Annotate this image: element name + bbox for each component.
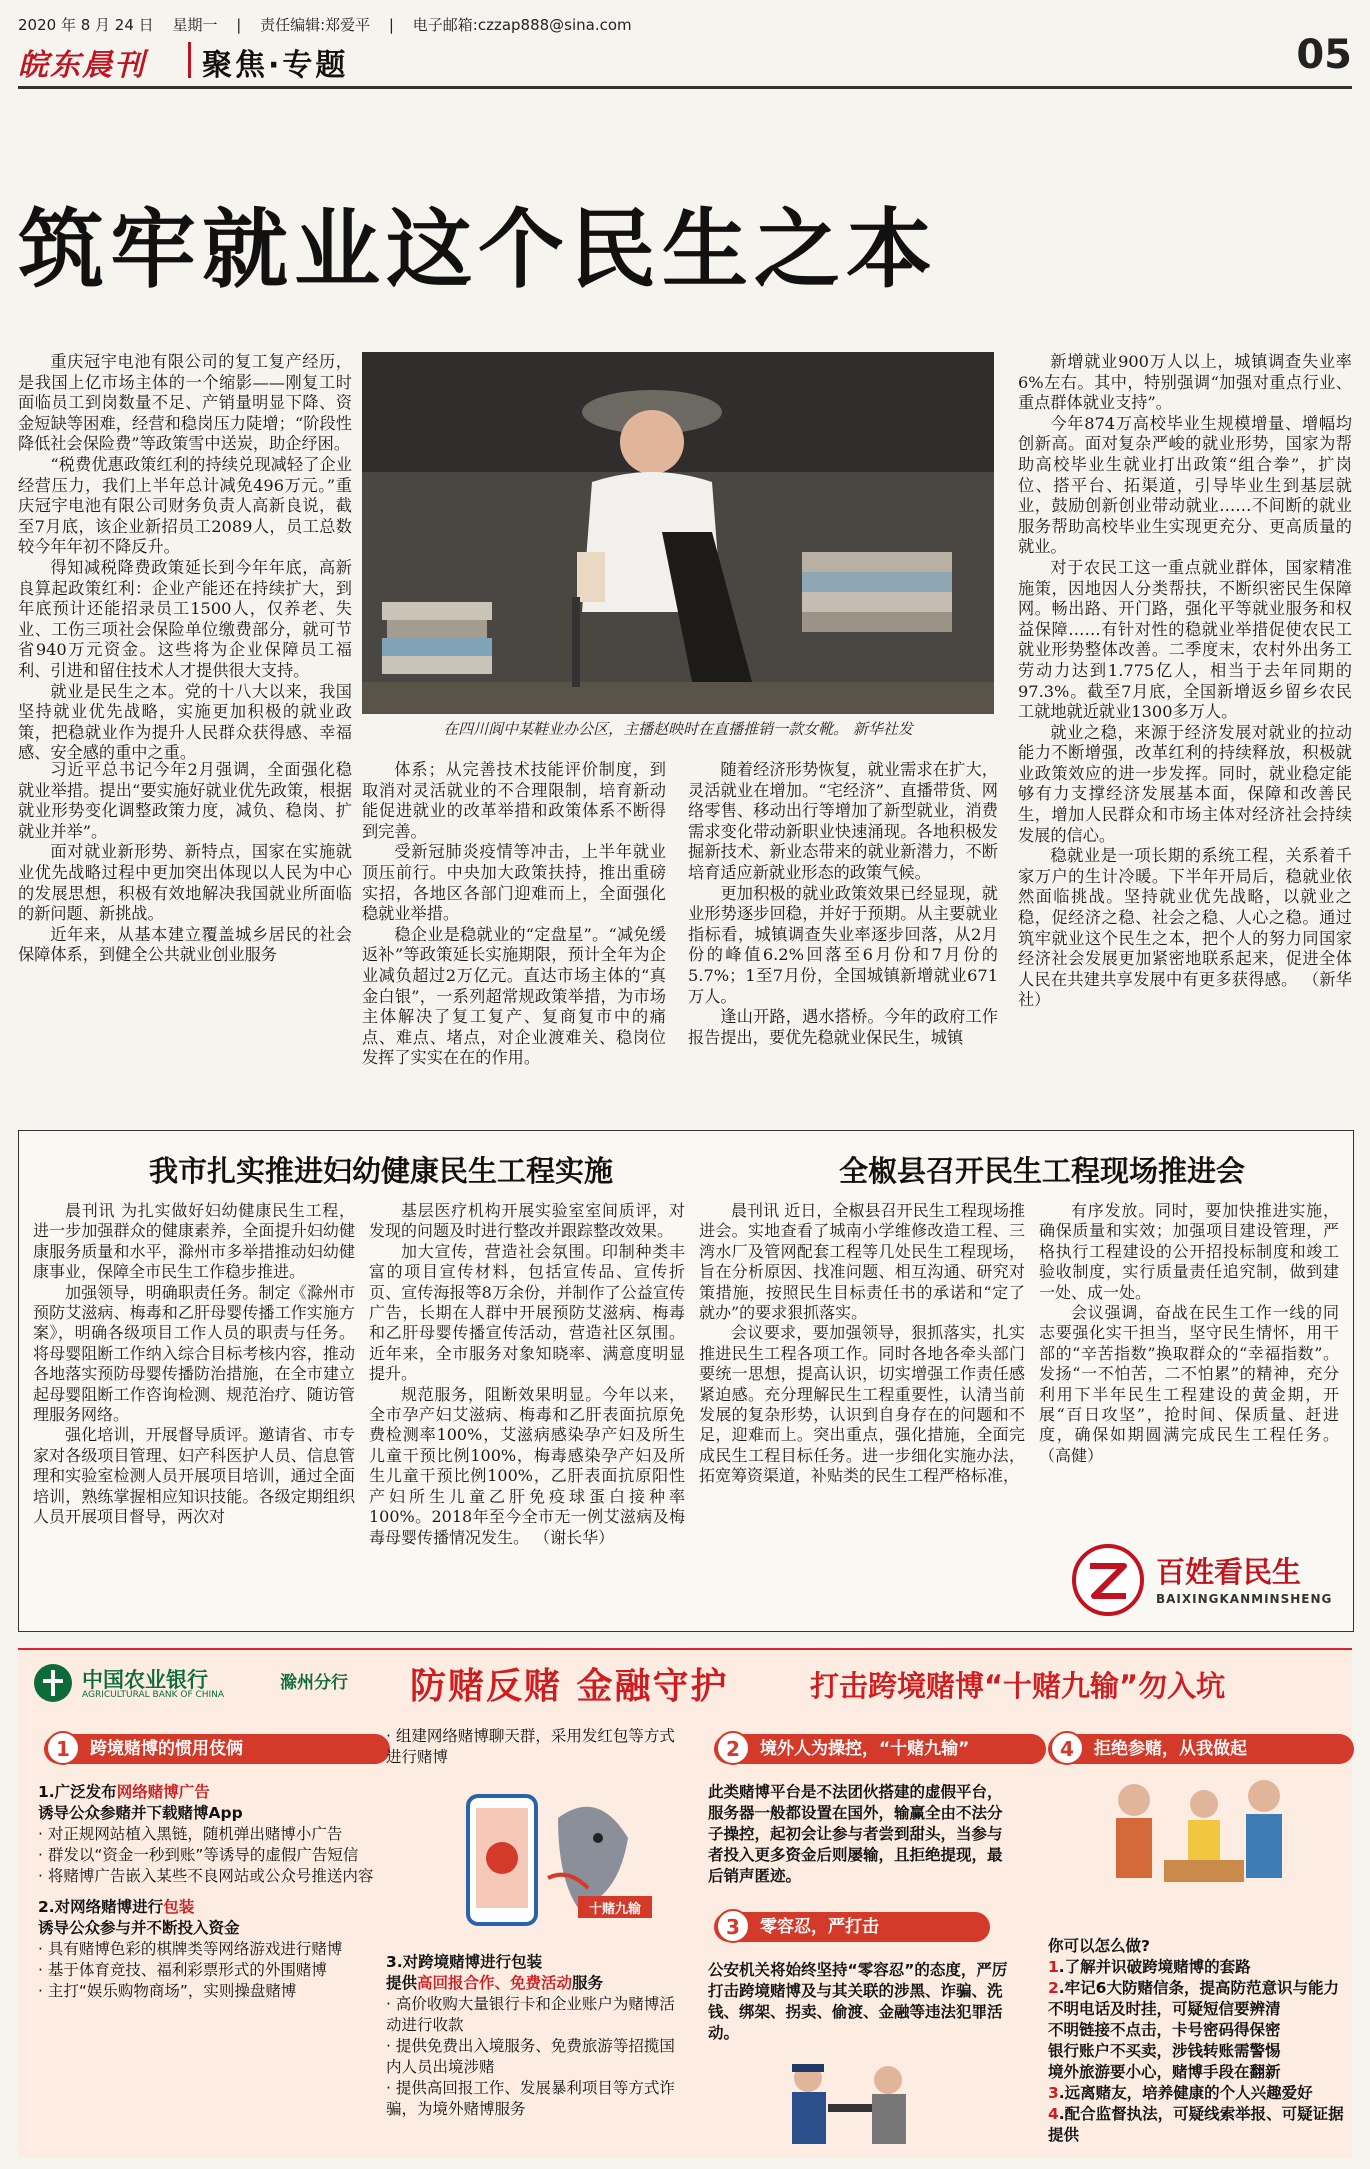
paragraph: 稳企业是稳就业的“定盘星”。“减免缓返补”等政策延长实施期限，预计全年为企业减负超过2万亿元。直达市场主体的“真金白银”，一系列超常规政策举措，为市场主体解决了复工复产、复商复市中的痛点、难点、堵点，对企业渡难关、稳岗位发挥了实实在在的作用。: [362, 924, 666, 1068]
paragraph: 基层医疗机构开展实验室室间质评，对发现的问题及时进行整改并跟踪整改效果。: [369, 1201, 685, 1241]
paragraph: 面对就业新形势、新特点，国家在实施就业优先战略过程中更加突出体现以人民为中心的发展思想，积极有效地解决我国就业所面临的新问题、新挑战。: [18, 842, 352, 924]
ad-line: · 群发以“资金一秒到账”等诱导的虚假广告短信: [38, 1846, 359, 1864]
spacer: [38, 1887, 378, 1897]
ad-heading: [38, 1782, 378, 1803]
ad-section-1-number: 1: [46, 1731, 80, 1765]
ad-line: · 对正规网站植入黑链，随机弹出赌博小广告: [38, 1825, 343, 1843]
ad-section-2-number: 2: [716, 1731, 750, 1765]
ad-text-span: 提供: [386, 1974, 418, 1992]
paragraph: “税费优惠政策红利的持续兑现减轻了企业经营压力，我们上半年总计减免496万元。”重庆冠宇电池有限公司财务负责人高新良说，截至7月底，该企业新招员工2089人，员工总数较今年年初不降反升。: [18, 454, 352, 557]
family-illustration: [1064, 1774, 1334, 1898]
ad-line: · 具有赌博色彩的棋牌类等网络游戏进行赌博: [38, 1940, 343, 1958]
newspaper-logo: 皖东晨刊: [18, 48, 146, 83]
anti-gambling-ad: [18, 1648, 1352, 2158]
emblem-en: BAIXINGKANMINSHENG: [1156, 1592, 1333, 1606]
baixing-emblem: [1068, 1540, 1338, 1620]
ad-section-2-text: 境外人为操控，“十赌九输”: [760, 1739, 970, 1759]
gambling-phone-illustration: [428, 1778, 668, 1938]
family-icon: [1064, 1774, 1334, 1898]
article-col-2: [362, 760, 666, 1069]
story-right-title: 全椒县召开民生工程现场推进会: [839, 1154, 1246, 1188]
ad-text-span: 网络赌博广告: [116, 1783, 210, 1801]
ad-line: 银行账户不买卖，涉钱转账需警惕: [1048, 2042, 1281, 2060]
ad-text-span: 包装: [163, 1898, 195, 1916]
ad-line: 1.了解并识破跨境赌博的套路: [1048, 1958, 1251, 1976]
abc-bank-logo-icon: [32, 1662, 74, 1704]
bank-name: 中国农业银行: [82, 1667, 208, 1692]
story-left-col-1: [33, 1201, 355, 1528]
ad-line: 你可以怎么做?: [1048, 1937, 1150, 1955]
ad-section-4-number: 4: [1050, 1731, 1084, 1765]
paragraph: 逢山开路，遇水搭桥。今年的政府工作报告提出，要优先稳就业保民生，城镇: [688, 1007, 998, 1047]
ad-line: 2.牢记6大防赌信条，提高防范意识与能力: [1048, 1979, 1339, 1997]
paragraph: 有序发放。同时，要加快推进实施，确保质量和实效；加强项目建设管理，严格执行工程建设的公开招投标制度和竣工验收制度，实行质量责任追究制，做到建一处、成一处。: [1039, 1201, 1339, 1302]
paragraph: 得知减税降费政策延长到今年年底，高新良算起政策红利：企业产能还在持续扩大，到年底预计还能招录员工1500人，仅养老、失业、工伤三项社会保险单位缴费部分，就可节省940万元资金。这些将为企业保障员工福利、引进和留住技术人才提供很大支持。: [18, 557, 352, 680]
ad-subtitle: 打击跨境赌博“十赌九输”勿入坑: [810, 1669, 1226, 1703]
ad-header: [18, 1650, 1352, 1720]
article-col-3: [688, 760, 998, 1048]
ad-section-1-text: 跨境赌博的惯用伎俩: [90, 1739, 243, 1759]
paragraph: 会议要求，要加强领导，狠抓落实，扎实推进民生工程各项工作。同时各地各牵头部门要统一思想，提高认识，切实增强工作责任感紧迫感。充分理解民生工程重要性，认清当前发展的复杂形势，认识到自身存在的问题和不足，迎难而上。突出重点，强化措施，全面完成民生工程目标任务。进一步细化实施办法，拓宽筹资渠道，补贴类的民生工程严格标准，: [699, 1323, 1025, 1486]
paragraph: 更加积极的就业政策效果已经显现，就业形势逐步回稳，并好于预期。从主要就业指标看，城镇调查失业率逐步回落，从2月份的峰值6.2%回落至6月份和7月份的5.7%；1至7月份，全国城镇新增就业671万人。: [688, 883, 998, 1006]
ad-section-3-body: 公安机关将始终坚持“零容忍”的态度，严厉打击跨境赌博及与其关联的涉黑、诈骗、洗钱、绑架、拐卖、偷渡、金融等违法犯罪活动。: [708, 1961, 1008, 2042]
story-left-title: 我市扎实推进妇幼健康民生工程实施: [149, 1154, 614, 1188]
paragraph: 新增就业900万人以上，城镇调查失业率6%左右。其中，特别强调“加强对重点行业、重点群体就业支持”。: [1018, 352, 1352, 413]
ad-line: 诱导公众参与并不断投入资金: [38, 1919, 240, 1937]
masthead: [18, 32, 1352, 82]
ad-section-4-body: [1048, 1936, 1348, 2146]
paragraph: 习近平总书记今年2月强调，全面强化稳就业举措。提出“要实施好就业优先政策，根据就业形势变化调整政策力度，减负、稳岗、扩就业并举”。: [18, 760, 352, 841]
ad-section-3-number: 3: [716, 1909, 750, 1943]
paragraph: 强化培训，开展督导质评。邀请省、市专家对各级项目管理、妇产科医护人员、信息管理和实验室检测人员开展项目培训，通过全面培训，熟练掌握相应知识技能。各级定期组织人员开展项目督导，两次对: [33, 1425, 355, 1527]
article-photo: [362, 352, 994, 714]
ad-line: 4.配合监督执法，可疑线索举报、可疑证据提供: [1048, 2105, 1344, 2144]
paragraph: 随着经济形势恢复，就业需求在扩大，灵活就业在增加。“宅经济”、直播带货、网络零售、移动出行等增加了新型就业，消费需求变化带动新职业快速涌现。各地积极发掘新技术、新业态带来的就业新潜力，不断培育适应新就业形态的政策气候。: [688, 760, 998, 882]
ad-line: 境外旅游要小心，赌博手段在翻新: [1048, 2063, 1281, 2081]
paragraph: 晨刊讯 为扎实做好妇幼健康民生工程，进一步加强群众的健康素养，全面提升妇幼健康服务质量和水平，滁州市多举措推动妇幼健康事业，保障全市民生工作稳步推进。: [33, 1201, 355, 1282]
emblem-text: 百姓看民生: [1156, 1555, 1302, 1589]
ad-section-4-text: 拒绝参赌，从我做起: [1094, 1739, 1247, 1759]
ad-section-3-label: [714, 1912, 990, 1942]
story-right-col-1: [699, 1201, 1025, 1487]
bank-en-name: AGRICULTURAL BANK OF CHINA: [82, 1690, 225, 1700]
editor-email: 电子邮箱:czzap888@sina.com: [412, 16, 632, 34]
paragraph: 今年874万高校毕业生规模增量、增幅均创新高。面对复杂严峻的就业形势，国家为帮助高校毕业生就业打出政策“组合拳”，扩岗位、搭平台、拓渠道，引导毕业生到基层就业，鼓励创新创业带动就业……不间断的就业服务帮助高校毕业生实现更充分、更高质量的就业。: [1018, 413, 1352, 557]
ad-line: · 将赌博广告嵌入某些不良网站或公众号推送内容: [38, 1867, 374, 1885]
paragraph: 会议强调，奋战在民生工作一线的同志要强化实干担当，坚守民生情怀，用干部的“辛苦指数”换取群众的“幸福指数”。发扬“一不怕苦，二不怕累”的精神，充分利用下半年民生工程建设的黄金期，开展“百日攻坚”，抢时间、保质量、赶进度，确保如期圆满完成民生工程任务。 （高健）: [1039, 1303, 1339, 1465]
section-name: 聚焦·专题: [202, 48, 349, 83]
masthead-info: 2020 年 8 月 24 日 星期一 | 责任编辑:郑爱平 | 电子邮箱:czzap888@sina.com: [18, 16, 632, 34]
paragraph: 就业之稳，来源于经济发展对就业的拉动能力不断增强，改革红利的持续释放，积极就业政策效应的进一步发挥。同时，就业稳定能够有力支撑经济发展基本面，保障和改善民生，增加人民群众和市场主体对经济社会持续发展的信心。: [1018, 722, 1352, 845]
ad-line: · 高价收购大量银行卡和企业账户为赌博活动进行收款: [386, 1995, 675, 2034]
bank-branch: 滁州分行: [280, 1673, 348, 1693]
ad-heading: [386, 1973, 686, 1994]
ad-line: 不明链接不点击，卡号密码得保密: [1048, 2021, 1281, 2039]
logo-divider: [188, 42, 191, 78]
phone-sign-text: 十赌九输: [588, 1902, 641, 1917]
ad-line: 诱导公众参赌并下载赌博App: [38, 1804, 243, 1822]
ad-section-1-continued-top: [386, 1726, 686, 1768]
story-left-col-2: [369, 1201, 685, 1548]
paragraph: 规范服务，阻断效果明显。今年以来，全市孕产妇艾滋病、梅毒和乙肝表面抗原免费检测率100%，艾滋病感染孕产妇及所生儿童干预比例100%，梅毒感染孕产妇及所生儿童干预比例100%，乙肝表面抗原阳性产妇所生儿童乙肝免疫球蛋白接种率100%。2018年至今全市无一例艾滋病及梅毒母婴传播情况发生。 （谢长华）: [369, 1384, 685, 1547]
article-col-1: [18, 352, 352, 764]
ad-line: · 提供免费出入境服务、免费旅游等招揽国内人员出境涉赌: [386, 2037, 675, 2076]
ad-section-1-label: [44, 1734, 390, 1764]
editor: 责任编辑:郑爱平: [260, 16, 371, 34]
ad-heading: [38, 1897, 378, 1918]
article-col-4: [1018, 352, 1352, 1011]
ad-title: 防赌反赌 金融守护: [410, 1666, 729, 1707]
ad-line: · 主打“娱乐购物商场”，实则操盘赌博: [38, 1982, 297, 2000]
livestream-photo-illustration: [362, 352, 994, 714]
issue-weekday: 星期一: [172, 16, 218, 34]
paragraph: 重庆冠宇电池有限公司的复工复产经历，是我国上亿市场主体的一个缩影——刚复工时面临员工到岗数量不足、产销量明显下降、资金短缺等困难，经营和稳岗压力陡增；“阶段性降低社会保险费”等政策雪中送炭，助企纾困。: [18, 352, 352, 454]
ad-line: 不明电话及时挂，可疑短信要辨清: [1048, 2000, 1281, 2018]
ad-line: · 组建网络赌博聊天群，采用发红包等方式进行赌博: [386, 1727, 675, 1766]
paragraph: 受新冠肺炎疫情等冲击，上半年就业顶压前行。中央加大政策扶持，推出重磅实招，各地区各部门迎难而上，全面强化稳就业举措。: [362, 842, 666, 924]
ad-line: · 提供高回报工作、发展暴利项目等方式诈骗，为境外赌博服务: [386, 2079, 675, 2118]
police-illustration: [748, 2054, 968, 2150]
ad-line: 3.远离赌友，培养健康的个人兴趣爱好: [1048, 2084, 1313, 2102]
ad-section-3-text: 零容忍，严打击: [760, 1917, 879, 1937]
emblem-logo-icon: [1068, 1540, 1148, 1620]
ad-text-span: 2.对网络赌博进行: [38, 1898, 164, 1916]
ad-text-span: 高回报合作、免费活动: [417, 1974, 573, 1992]
ad-text-span: 1.广泛发布: [38, 1783, 117, 1801]
ad-section-4-label: [1048, 1734, 1354, 1764]
paragraph: 晨刊讯 近日，全椒县召开民生工程现场推进会。实地查看了城南小学维修改造工程、三湾水厂及管网配套工程等几处民生工程现场，旨在分析原因、找准问题、相互沟通、研究对策措施，按照民生目标责任书的承诺和“定了就办”的要求狠抓落实。: [699, 1201, 1025, 1323]
paragraph: 加强领导，明确职责任务。制定《滁州市预防艾滋病、梅毒和乙肝母婴传播工作实施方案》，明确各级项目工作人员的职责与任务。将母婴阻断工作纳入综合目标考核内容，推动各地落实预防母婴传播防治措施，在全市建立起母婴阻断工作咨询检测、规范治疗、随访管理服务网络。: [33, 1282, 355, 1425]
paragraph: 加大宣传，营造社会氛围。印制种类丰富的项目宣传材料，包括宣传品、宣传折页、宣传海报等8万余份，并制作了公益宣传广告，长期在人群中开展预防艾滋病、梅毒和乙肝母婴传播宣传活动，营造社区氛围。近年来，全市服务对象知晓率、满意度明显提升。: [369, 1241, 685, 1384]
article-col-1b: [18, 760, 352, 966]
photo-caption: 在四川阆中某鞋业办公区，主播赵映时在直播推销一款女靴。 新华社发: [443, 720, 913, 738]
paragraph: 对于农民工这一重点就业群体，国家精准施策，因地因人分类帮扶，不断织密民生保障网。畅出路、开门路，强化平等就业服务和权益保障……有针对性的稳就业举措促使农民工就业形势整体改善。二季度末，农村外出务工劳动力达到1.775亿人，相当于去年同期的97.3%。截至7月底，全国新增返乡留乡农民工就地就近就业1300多万人。: [1018, 557, 1352, 722]
ad-text-span: 服务: [572, 1974, 604, 1992]
paragraph: 就业是民生之本。党的十八大以来，我国坚持就业优先战略，实施更加积极的就业政策，把稳就业作为提升人民群众获得感、幸福感、安全感的重中之重。: [18, 681, 352, 763]
police-arrest-icon: [748, 2054, 968, 2150]
paragraph: 稳就业是一项长期的系统工程，关系着千家万户的生计冷暖。下半年开局后，稳就业依然面临挑战。坚持就业优先战略，以就业之稳，促经济之稳、社会之稳、人心之稳。通过筑牢就业这个民生之本，把个人的努力同国家经济社会发展更加紧密地联系起来，促进全体人民在共建共享发展中有更多获得感。 （新华社）: [1018, 846, 1352, 1010]
ad-section-2-body: 此类赌博平台是不法团伙搭建的虚假平台，服务器一般都设置在国外，输赢全由不法分子操控，起初会让参与者尝到甜头，当参与者投入更多资金后则屡输，且拒绝提现，最后销声匿迹。: [708, 1783, 1003, 1885]
ad-line: 3.对跨境赌博进行包装: [386, 1953, 543, 1971]
issue-date: 2020 年 8 月 24 日: [18, 16, 154, 34]
ad-section-1-body: [38, 1782, 378, 2002]
story-right-col-2: [1039, 1201, 1339, 1466]
page-number: 05: [1296, 32, 1352, 78]
paragraph: 近年来，从基本建立覆盖城乡居民的社会保障体系，到健全公共就业创业服务: [18, 924, 352, 965]
paragraph: 体系；从完善技术技能评价制度，到取消对灵活就业的不合理限制，培育新动能促进就业的改革举措和政策体系不断得到完善。: [362, 760, 666, 841]
top-rule: [18, 86, 1352, 89]
ad-section-2-label: [714, 1734, 1046, 1764]
ad-section-1-continued: [386, 1952, 686, 2120]
ad-line: · 基于体育竞技、福利彩票形式的外围赌博: [38, 1961, 327, 1979]
main-headline: 筑牢就业这个民生之本: [18, 200, 938, 300]
